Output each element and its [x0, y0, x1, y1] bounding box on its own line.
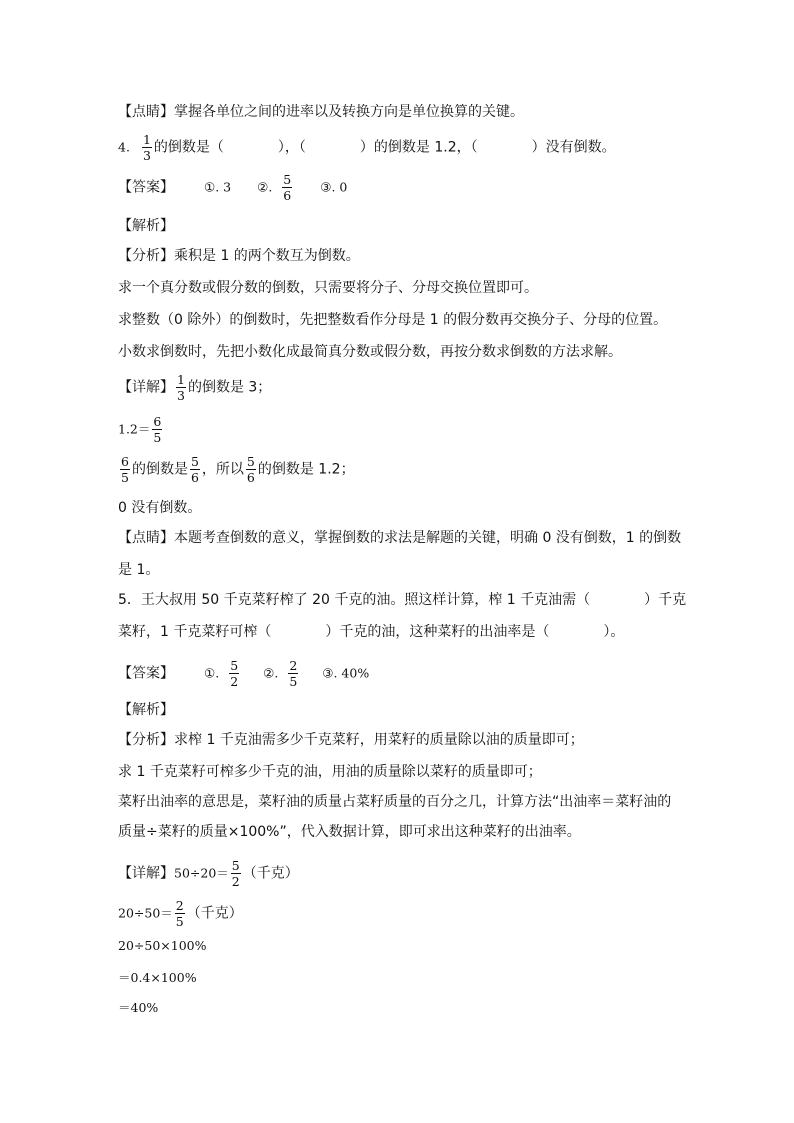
q4-fenxi-2: 求一个真分数或假分数的倒数，只需要将分子、分母交换位置即可。	[118, 280, 538, 296]
fraction-five-sixths: $\frac{5}{6}$	[283, 172, 292, 203]
q5-xiangjie-2: 20÷50＝ $\frac{2}{5}$ （千克）	[118, 898, 243, 929]
fraction-five-halves: $\frac{5}{2}$	[230, 658, 239, 689]
q4-xiangjie-4: 0 没有倒数。	[118, 500, 202, 516]
q5-answer: 【答案】 ①. $\frac{5}{2}$ ②. $\frac{2}{5}$ ③. 40%	[118, 658, 370, 689]
q5-fenxi-2: 求 1 千克菜籽可榨多少千克的油，用油的质量除以菜籽的质量即可；	[118, 764, 542, 780]
q4-fenxi-3: 求整数（0 除外）的倒数时，先把整数看作分母是 1 的假分数再交换分子、分母的位置。	[118, 312, 668, 328]
q4-xiangjie-1: 【详解】 $\frac{1}{3}$ 的倒数是 3；	[118, 372, 272, 403]
q4-xiangjie-3: $\frac{6}{5}$ 的倒数是 $\frac{5}{6}$ ，所以 $\frac{5}{6}$ 的倒数是 1.2；	[121, 454, 355, 485]
q4-jiexi: 【解析】	[118, 218, 174, 234]
q5-xiangjie-3: 20÷50×100%	[118, 938, 207, 953]
fraction-two-fifths: $\frac{2}{5}$	[175, 898, 184, 929]
q3-dianjing: 【点睛】掌握各单位之间的进率以及转换方向是单位换算的关键。	[118, 104, 524, 120]
q5-xiangjie-5: ＝40%	[118, 1000, 159, 1015]
q4-answer: 【答案】 ①. 3 ②. $\frac{5}{6}$ ③. 0	[118, 172, 348, 203]
q5-stem-1: 5．王大叔用 50 千克菜籽榨了 20 千克的油。照这样计算，榨 1 千克油需（ ）千克	[118, 592, 687, 608]
q4-xiangjie-2: 1.2＝ $\frac{6}{5}$	[118, 414, 162, 445]
q4-fenxi-1: 【分析】乘积是 1 的两个数互为倒数。	[118, 248, 360, 264]
q4-stem: 4. $\frac{1}{3}$ 的倒数是（ ），（ ）的倒数是 1.2，（ ）没有倒数。	[118, 132, 616, 163]
fraction-six-fifths: $\frac{6}{5}$	[121, 454, 129, 485]
q5-fenxi-4: 质量÷菜籽的质量×100%”，代入数据计算，即可求出这种菜籽的出油率。	[118, 824, 581, 840]
fraction-one-third: $\frac{1}{3}$	[142, 132, 151, 163]
q5-xiangjie-1: 【详解】50÷20＝ $\frac{5}{2}$ （千克）	[118, 858, 299, 889]
fraction-two-fifths: $\frac{2}{5}$	[289, 658, 298, 689]
fraction-five-halves: $\frac{5}{2}$	[231, 858, 240, 889]
q4-number: 4.	[118, 139, 130, 155]
q4-dianjing-1: 【点睛】本题考查倒数的意义，掌握倒数的求法是解题的关键，明确 0 没有倒数，1 的倒数	[118, 530, 682, 546]
q5-fenxi-1: 【分析】求榨 1 千克油需多少千克菜籽，用菜籽的质量除以油的质量即可；	[118, 732, 584, 748]
q5-stem-2: 菜籽，1 千克菜籽可榨（ ）千克的油，这种菜籽的出油率是（ ）。	[118, 624, 625, 640]
answer-label: 【答案】	[118, 179, 174, 196]
fraction-five-sixths: $\frac{5}{6}$	[246, 454, 255, 485]
q5-fenxi-3: 菜籽出油率的意思是，菜籽油的质量占菜籽质量的百分之几，计算方法“出油率＝菜籽油的	[118, 794, 672, 810]
answer-label: 【答案】	[118, 665, 174, 682]
q5-xiangjie-4: ＝0.4×100%	[118, 970, 197, 985]
fraction-one-third: $\frac{1}{3}$	[177, 372, 185, 403]
fraction-five-sixths: $\frac{5}{6}$	[190, 454, 199, 485]
q4-dianjing-2: 是 1。	[118, 562, 160, 578]
q4-fenxi-4: 小数求倒数时，先把小数化成最简真分数或假分数，再按分数求倒数的方法求解。	[118, 344, 622, 360]
fraction-six-fifths: $\frac{6}{5}$	[153, 414, 162, 445]
q5-jiexi: 【解析】	[118, 702, 174, 718]
